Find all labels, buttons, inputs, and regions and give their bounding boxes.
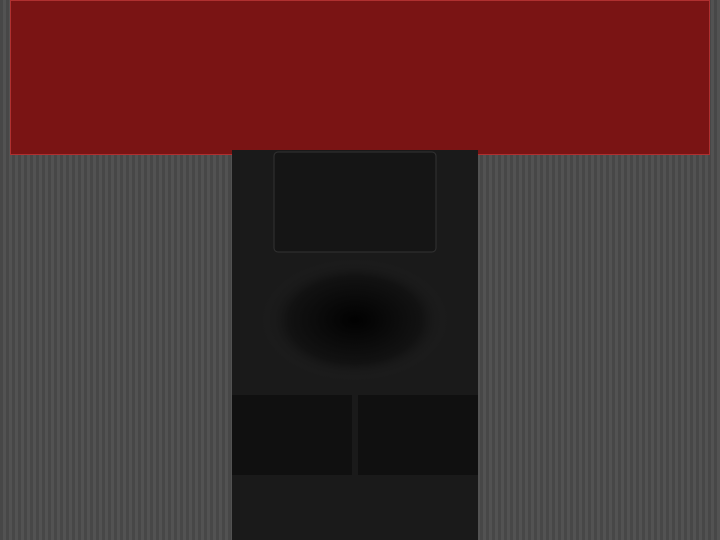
diagram-box-lineamientos bbox=[274, 152, 436, 252]
quote-box-top bbox=[10, 0, 710, 155]
diagram bbox=[232, 150, 478, 540]
diagram-box-recambio bbox=[232, 395, 352, 475]
quote-left-column bbox=[5, 152, 235, 184]
diagram-box-exclusion bbox=[358, 395, 478, 475]
diagram-center-glow bbox=[260, 258, 450, 382]
quote-right-column bbox=[478, 152, 716, 184]
